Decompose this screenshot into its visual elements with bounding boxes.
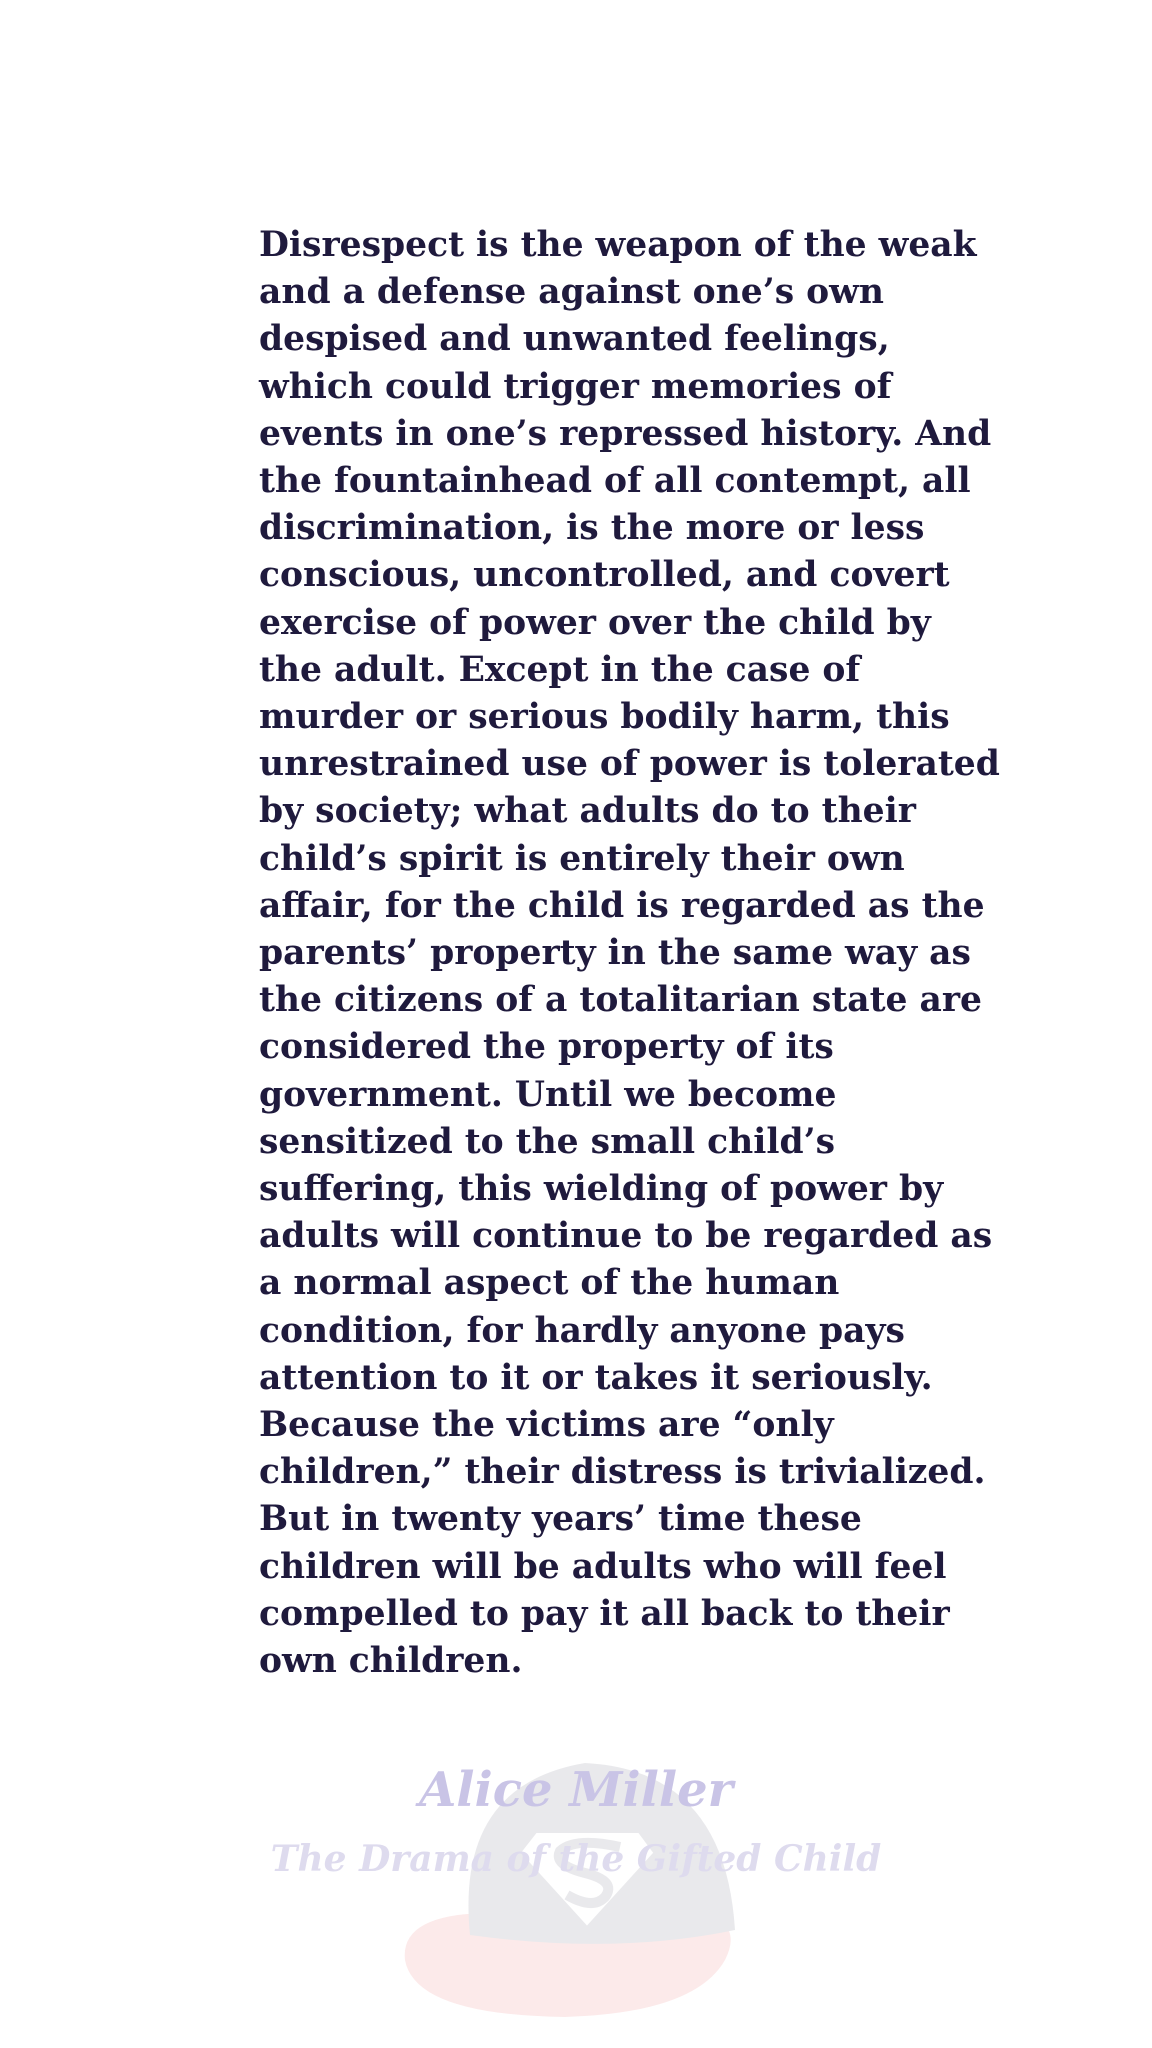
quote-line: sensitized to the small child’s (259, 1121, 836, 1162)
quote-author: Alice Miller (419, 1762, 733, 1818)
quote-line: children,” their distress is trivialized. (259, 1452, 986, 1493)
quote-line: Disrespect is the weapon of the weak (259, 225, 977, 265)
quote-line: conscious, uncontrolled, and covert (259, 555, 950, 596)
quote-line: considered the property of its (259, 1027, 834, 1068)
quote-line: own children. (259, 1641, 523, 1682)
quote-line: adults will continue to be regarded as (259, 1216, 993, 1257)
quote-line: child’s spirit is entirely their own (259, 838, 905, 879)
quote-line: which could trigger memories of (259, 366, 892, 407)
quote-line: But in twenty years’ time these (259, 1499, 862, 1540)
quote-line: Because the victims are “only (259, 1405, 834, 1446)
quote-line: events in one’s repressed history. And (259, 413, 992, 454)
quote-line: the fountainhead of all contempt, all (259, 461, 971, 502)
quote-line: the citizens of a totalitarian state are (259, 980, 982, 1021)
quote-line: by society; what adults do to their (259, 791, 916, 832)
quote-text (259, 222, 1000, 1685)
quote-line: parents’ property in the same way as (259, 933, 971, 974)
quote-line: children will be adults who will feel (259, 1546, 947, 1587)
quote-line: attention to it or takes it seriously. (259, 1357, 933, 1398)
quote-line: the adult. Except in the case of (259, 649, 861, 690)
quote-line: discrimination, is the more or less (259, 508, 925, 549)
quote-line: affair, for the child is regarded as the (259, 885, 985, 926)
quote-line: murder or serious bodily harm, this (259, 697, 950, 738)
quote-line: condition, for hardly anyone pays (259, 1310, 905, 1351)
quote-line: compelled to pay it all back to their (259, 1593, 950, 1634)
quote-line: exercise of power over the child by (259, 602, 931, 643)
quote-line: despised and unwanted feelings, (259, 319, 890, 360)
quote-line: government. Until we become (259, 1074, 837, 1115)
quote-line: suffering, this wielding of power by (259, 1169, 944, 1210)
quote-line: and a defense against one’s own (259, 272, 884, 313)
quote-line: unrestrained use of power is tolerated (259, 744, 1000, 785)
quote-source-title: The Drama of the Gifted Child (270, 1838, 882, 1880)
quote-line: a normal aspect of the human (259, 1263, 840, 1304)
